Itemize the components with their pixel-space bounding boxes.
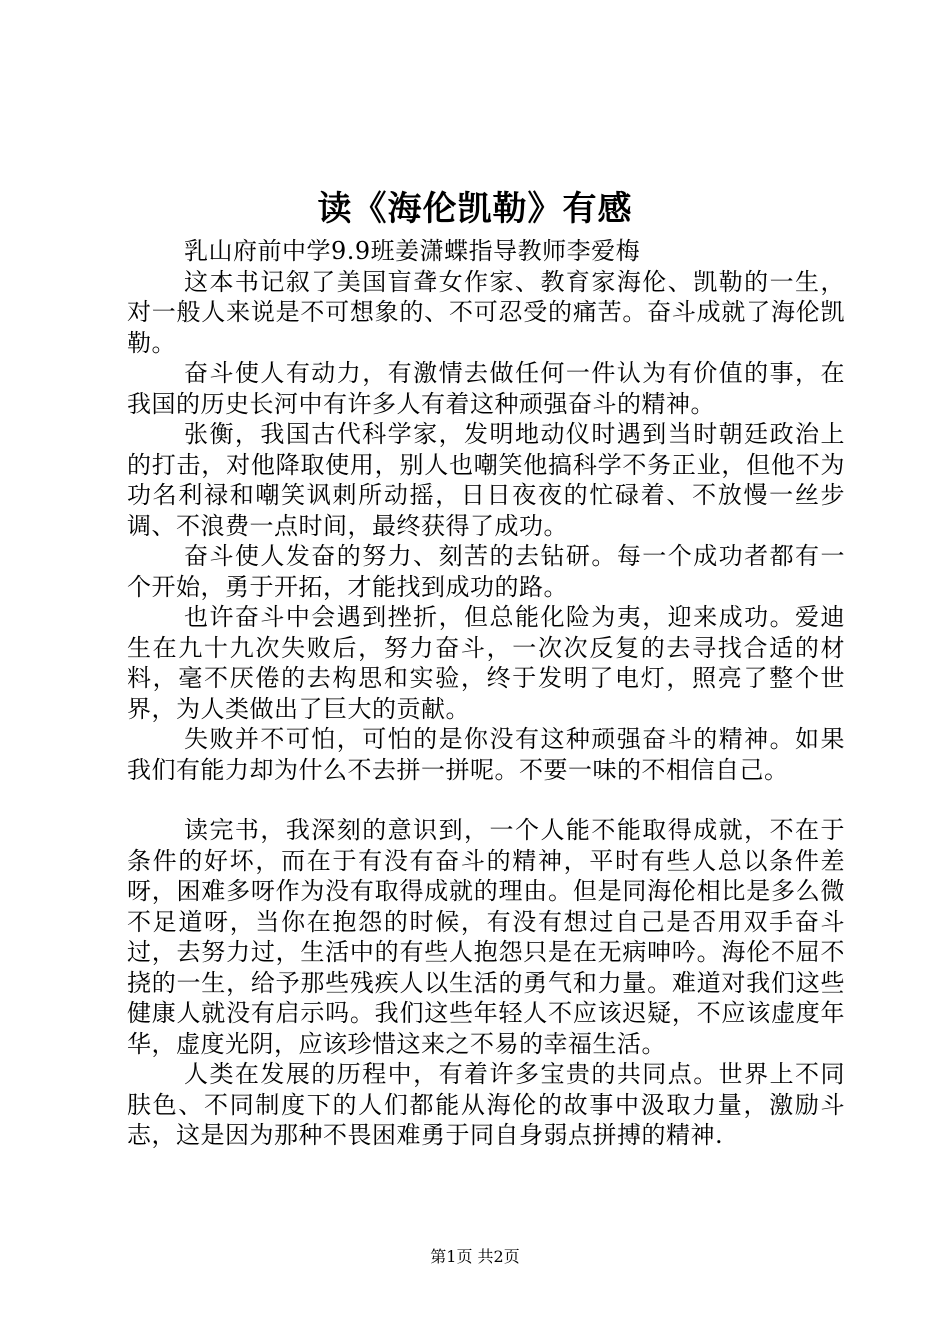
paragraph-1: 这本书记叙了美国盲聋女作家、教育家海伦、凯勒的一生，对一般人来说是不可想象的、不可忍受的痛苦。奋斗成就了海伦凯勒。: [127, 267, 845, 357]
paragraph-4: 奋斗使人发奋的努力、刻苦的去钻研。每一个成功者都有一个开始，勇于开拓，才能找到成功的路。: [127, 542, 845, 601]
paragraph-2: 奋斗使人有动力，有激情去做任何一件认为有价值的事，在我国的历史长河中有许多人有着这种顽强奋斗的精神。: [127, 359, 845, 418]
author-line: 乳山府前中学9.9班姜潇蝶指导教师李爱梅: [184, 237, 641, 265]
document-body: [127, 236, 845, 1151]
paragraph-8: 人类在发展的历程中，有着许多宝贵的共同点。世界上不同肤色、不同制度下的人们都能从海伦的故事中汲取力量，激励斗志，这是因为那种不畏困难勇于同自身弱点拼搏的精神.: [127, 1060, 845, 1149]
page-footer: 第1页 共2页: [430, 1247, 520, 1266]
paragraph-5: 也许奋斗中会遇到挫折，但总能化险为夷，迎来成功。爱迪生在九十九次失败后，努力奋斗，一次次反复的去寻找合适的材料，毫不厌倦的去构思和实验，终于发明了电灯，照亮了整个世界，为人类做出了巨大的贡献。: [127, 603, 845, 723]
document-title: 读《海伦凯勒》有感: [317, 189, 633, 229]
paragraph-6: 失败并不可怕，可怕的是你没有这种顽强奋斗的精神。如果我们有能力却为什么不去拼一拼呢。不要一味的不相信自己。: [127, 725, 845, 784]
paragraph-7: 读完书，我深刻的意识到，一个人能不能取得成就，不在于条件的好坏，而在于有没有奋斗的精神，平时有些人总以条件差呀，困难多呀作为没有取得成就的理由。但是同海伦相比是多么微不足道呀，当你在抱怨的时候，有没有想过自己是否用双手奋斗过，去努力过，生活中的有些人抱怨只是在无病呻吟。海伦不屈不挠的一生，给予那些残疾人以生活的勇气和力量。难道对我们这些健康人就没有启示吗。我们这些年轻人不应该迟疑，不应该虚度年华，虚度光阴，应该珍惜这来之不易的幸福生活。: [127, 816, 845, 1058]
paragraph-3: 张衡，我国古代科学家，发明地动仪时遇到当时朝廷政治上的打击，对他降取使用，别人也嘲笑他搞科学不务正业，但他不为功名利禄和嘲笑讽刺所动摇，日日夜夜的忙碌着、不放慢一丝步调、不浪费一点时间，最终获得了成功。: [127, 420, 845, 540]
